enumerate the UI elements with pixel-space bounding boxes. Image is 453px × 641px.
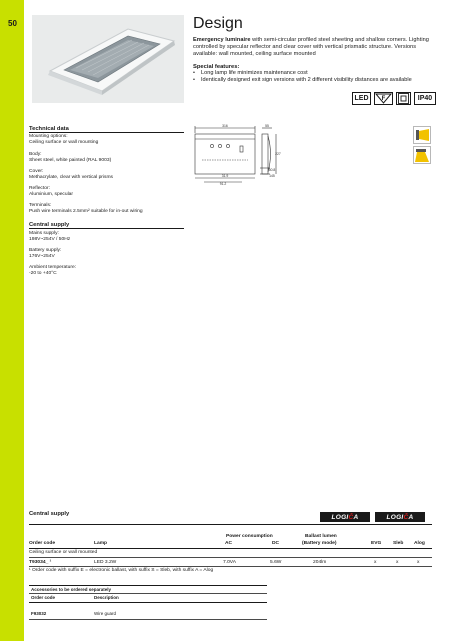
intro-bold: Emergency luminaire <box>193 37 251 43</box>
dim-offset: 50.8 <box>268 168 276 172</box>
accessories-col-description: Description <box>94 595 119 600</box>
col-lamp: Lamp <box>94 541 108 546</box>
col-dc: DC <box>272 541 280 546</box>
special-features-heading: Special features: <box>193 64 240 70</box>
tech-value: Ceiling surface or wall mounting <box>29 139 99 145</box>
ip40-badge: IP40 <box>414 92 436 105</box>
tech-value: Sheet steel, white painted (RAL 9003) <box>29 157 112 163</box>
product-title: Design <box>193 15 243 32</box>
dim-width: 316 <box>222 124 228 128</box>
col-sleb: Sleb <box>393 541 404 546</box>
ceiling-light-icon <box>414 147 430 163</box>
intro-text: with semi-circular profiled steel sheeting and shallow corners. Lighting controlled by specular reflector and clear cover with vertical prismatic structure. Versions available: wall mounted, ceiling surface mounted <box>193 37 429 57</box>
tech-terminals <box>29 203 159 215</box>
table-subheading: Ceiling surface or wall mounted <box>29 550 98 555</box>
tech-label: Terminals: <box>29 203 52 208</box>
header-rule <box>29 548 432 549</box>
central-label: Battery supply: <box>29 248 62 253</box>
row-dc: 5.6W <box>270 560 282 565</box>
technical-data-heading: Technical data <box>29 126 69 132</box>
tech-label: Cover: <box>29 169 44 174</box>
power-consumption-group: Power consumption <box>226 534 273 539</box>
tech-body <box>29 152 159 164</box>
accessories-col-code: Order code <box>31 595 56 600</box>
col-evg: EVG <box>371 541 382 546</box>
central-supply-rule <box>29 228 184 229</box>
accessory-code: F93032 <box>31 611 47 616</box>
class-ii-icon <box>397 93 410 104</box>
central-label: Ambient temperature: <box>29 265 77 270</box>
f-mark-icon <box>375 93 392 104</box>
tech-value: Push wire terminals 2.5mm² suitable for in-out wiring <box>29 208 143 214</box>
ballast-lumen-group: Ballast lumen <box>305 534 337 539</box>
brand-logo: LOGI Č A <box>375 512 425 522</box>
dimension-drawing-svg <box>190 124 280 186</box>
accessory-description: Wire guard <box>94 611 117 616</box>
page-edge-band <box>0 0 24 641</box>
col-order-code: Order code <box>29 541 56 546</box>
product-description <box>193 37 439 58</box>
brand-logo: LOGI Č A <box>320 512 370 522</box>
product-photo <box>32 15 184 103</box>
technical-data-rule <box>29 132 184 133</box>
dim-depth: 55 <box>265 124 269 128</box>
col-ac: AC <box>225 541 233 546</box>
subheading-rule <box>29 557 432 558</box>
row-alog: x <box>417 560 420 565</box>
accessories-bottom-rule <box>29 619 267 620</box>
wall-mount-pictogram <box>413 126 431 144</box>
wall-light-icon <box>414 127 430 143</box>
brand-logos <box>320 512 425 522</box>
accessories-heading: Accessories to be ordered separately <box>31 587 112 592</box>
accessories-header-rule <box>29 602 267 603</box>
order-code-footnote: ¹ Order code with suffix E = electronic ballast, with suffix S = Sleb, with suffix A = Alog <box>29 568 214 573</box>
central-label: Mains supply: <box>29 231 59 236</box>
row-evg: x <box>374 560 377 565</box>
row-rule <box>29 566 432 567</box>
dim-height: 227 <box>275 152 281 156</box>
col-battery-mode: (Battery mode) <box>302 541 337 546</box>
table-top-rule <box>29 524 432 525</box>
central-supply-heading: Central supply <box>29 222 70 228</box>
dim-side: 145 <box>269 174 275 178</box>
tech-value: Aluminium, specular <box>29 191 74 197</box>
dimension-drawing <box>190 124 280 191</box>
row-lamp: LED 3.2W <box>94 560 117 565</box>
ceiling-mount-pictogram <box>413 146 431 164</box>
central-value: 176V~254V <box>29 253 55 259</box>
led-badge: LED <box>352 92 371 105</box>
tech-value: Methacrylate, clear with vertical prisms <box>29 174 113 180</box>
page-number: 50 <box>8 19 17 28</box>
col-alog: Alog <box>414 541 425 546</box>
tech-label: Mounting options: <box>29 134 68 139</box>
f-mark-label: F <box>381 96 386 102</box>
central-value: 198V~254V / 50Hz <box>29 236 71 242</box>
feature-item: • Identically designed exit sign versions with 2 different visibility distances are available <box>193 77 439 84</box>
tech-label: Reflector: <box>29 186 50 191</box>
tech-mounting <box>29 134 159 146</box>
central-mains <box>29 231 159 243</box>
feature-item: • Long lamp life minimizes maintenance cost <box>193 70 439 77</box>
certification-badges <box>352 92 436 105</box>
dim-hole-spacing: 91.2 <box>219 182 227 186</box>
row-order-code: T93034_ ¹ <box>29 560 52 565</box>
central-battery <box>29 248 159 260</box>
central-value: -20 to +40°C <box>29 270 57 276</box>
f-mark-badge <box>374 92 393 105</box>
tech-label: Body: <box>29 152 42 157</box>
row-lumen: 204lm <box>313 560 327 565</box>
row-ac: 7.0VA <box>223 560 236 565</box>
features-list <box>193 70 439 84</box>
central-temperature <box>29 265 159 277</box>
class-ii-badge <box>396 92 411 105</box>
dim-bottom: 31.9 <box>221 174 229 178</box>
tech-reflector <box>29 186 159 198</box>
accessories-heading-rule <box>29 593 267 594</box>
table-section-heading: Central supply <box>29 511 70 517</box>
row-sleb: x <box>396 560 399 565</box>
tech-cover <box>29 169 159 181</box>
